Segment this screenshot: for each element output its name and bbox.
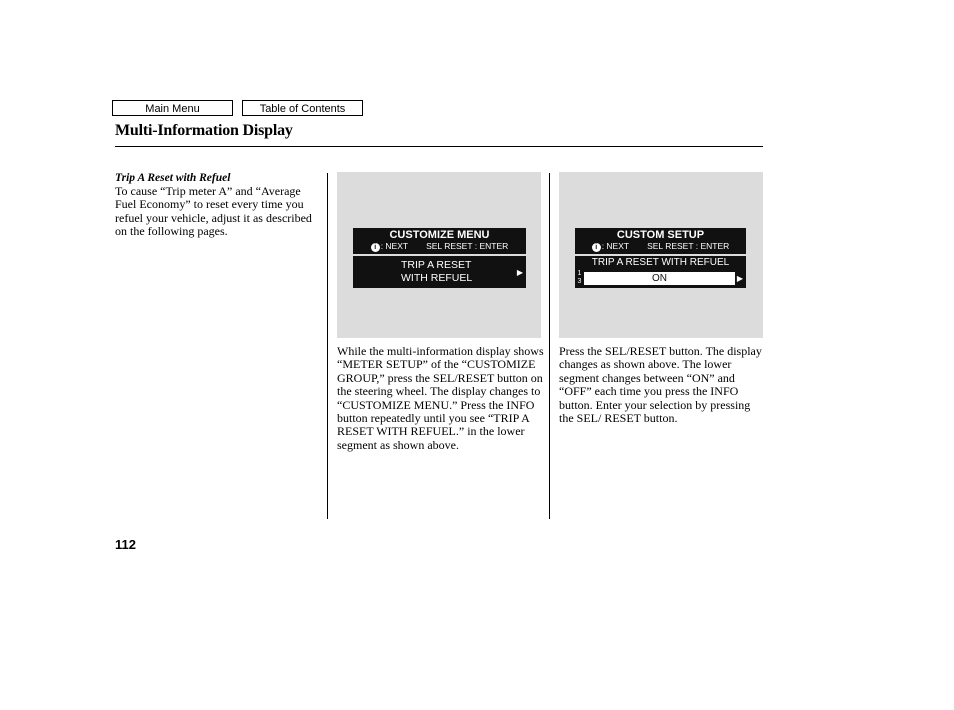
info-icon: i — [371, 243, 380, 252]
page-indicator — [576, 270, 583, 286]
page-number: 112 — [115, 537, 136, 552]
lower-line-1: TRIP A RESET WITH REFUEL — [591, 257, 730, 268]
instruction-paragraph-1: While the multi-information display shows “METER SETUP” of the “CUSTOMIZE GROUP,” press the SEL/RESET button on the steering wheel. The display changes to “CUSTOMIZE MENU.” Press the INFO button repeatedly until you see “TRIP A RESET WITH REFUEL.” in the lower segment as shown above. — [337, 344, 544, 452]
right-arrow-icon: ▶ — [736, 274, 743, 283]
display-hint-enter: SEL RESET : ENTER — [426, 241, 509, 251]
hint-next-label: : NEXT — [601, 241, 630, 251]
display-hints — [575, 241, 746, 252]
table-of-contents-button[interactable]: Table of Contents — [242, 100, 363, 116]
display-hints — [353, 241, 526, 252]
display-illustration-custom-setup — [559, 172, 763, 338]
lower-line-2: WITH REFUEL — [401, 272, 473, 284]
option-value-box: ON — [584, 272, 735, 285]
display-header: CUSTOM SETUP — [616, 229, 705, 241]
lower-line-1: TRIP A RESET — [401, 259, 472, 271]
column-divider-2 — [549, 173, 550, 519]
display-lower-segment — [575, 256, 746, 288]
display-upper-segment — [575, 228, 746, 254]
intro-paragraph: To cause “Trip meter A” and “Average Fuel Economy” to reset every time you refuel your vehicle, adjust it as described on the following pages. — [115, 184, 312, 239]
display-hint-next — [371, 241, 408, 252]
right-arrow-icon: ▶ — [516, 268, 523, 277]
instruction-paragraph-2: Press the SEL/RESET button. The display changes as shown above. The lower segment changes between “ON” and “OFF” each time you press the INFO button. Enter your selection by pressing the SEL/ RESET button. — [559, 344, 762, 426]
title-divider — [115, 146, 763, 147]
display-hint-next — [592, 241, 629, 252]
display-header: CUSTOMIZE MENU — [389, 229, 490, 241]
section-subheading: Trip A Reset with Refuel — [115, 172, 231, 184]
main-menu-button[interactable]: Main Menu — [112, 100, 233, 116]
display-illustration-customize-menu — [337, 172, 541, 338]
display-hint-enter: SEL RESET : ENTER — [647, 241, 730, 251]
column-divider-1 — [327, 173, 328, 519]
display-lower-segment — [353, 256, 526, 288]
page-indicator-current: 1 — [577, 270, 582, 277]
page-indicator-total: 3 — [577, 278, 582, 285]
hint-next-label: : NEXT — [380, 241, 409, 251]
info-icon: i — [592, 243, 601, 252]
display-upper-segment — [353, 228, 526, 254]
page-title: Multi-Information Display — [115, 122, 293, 139]
